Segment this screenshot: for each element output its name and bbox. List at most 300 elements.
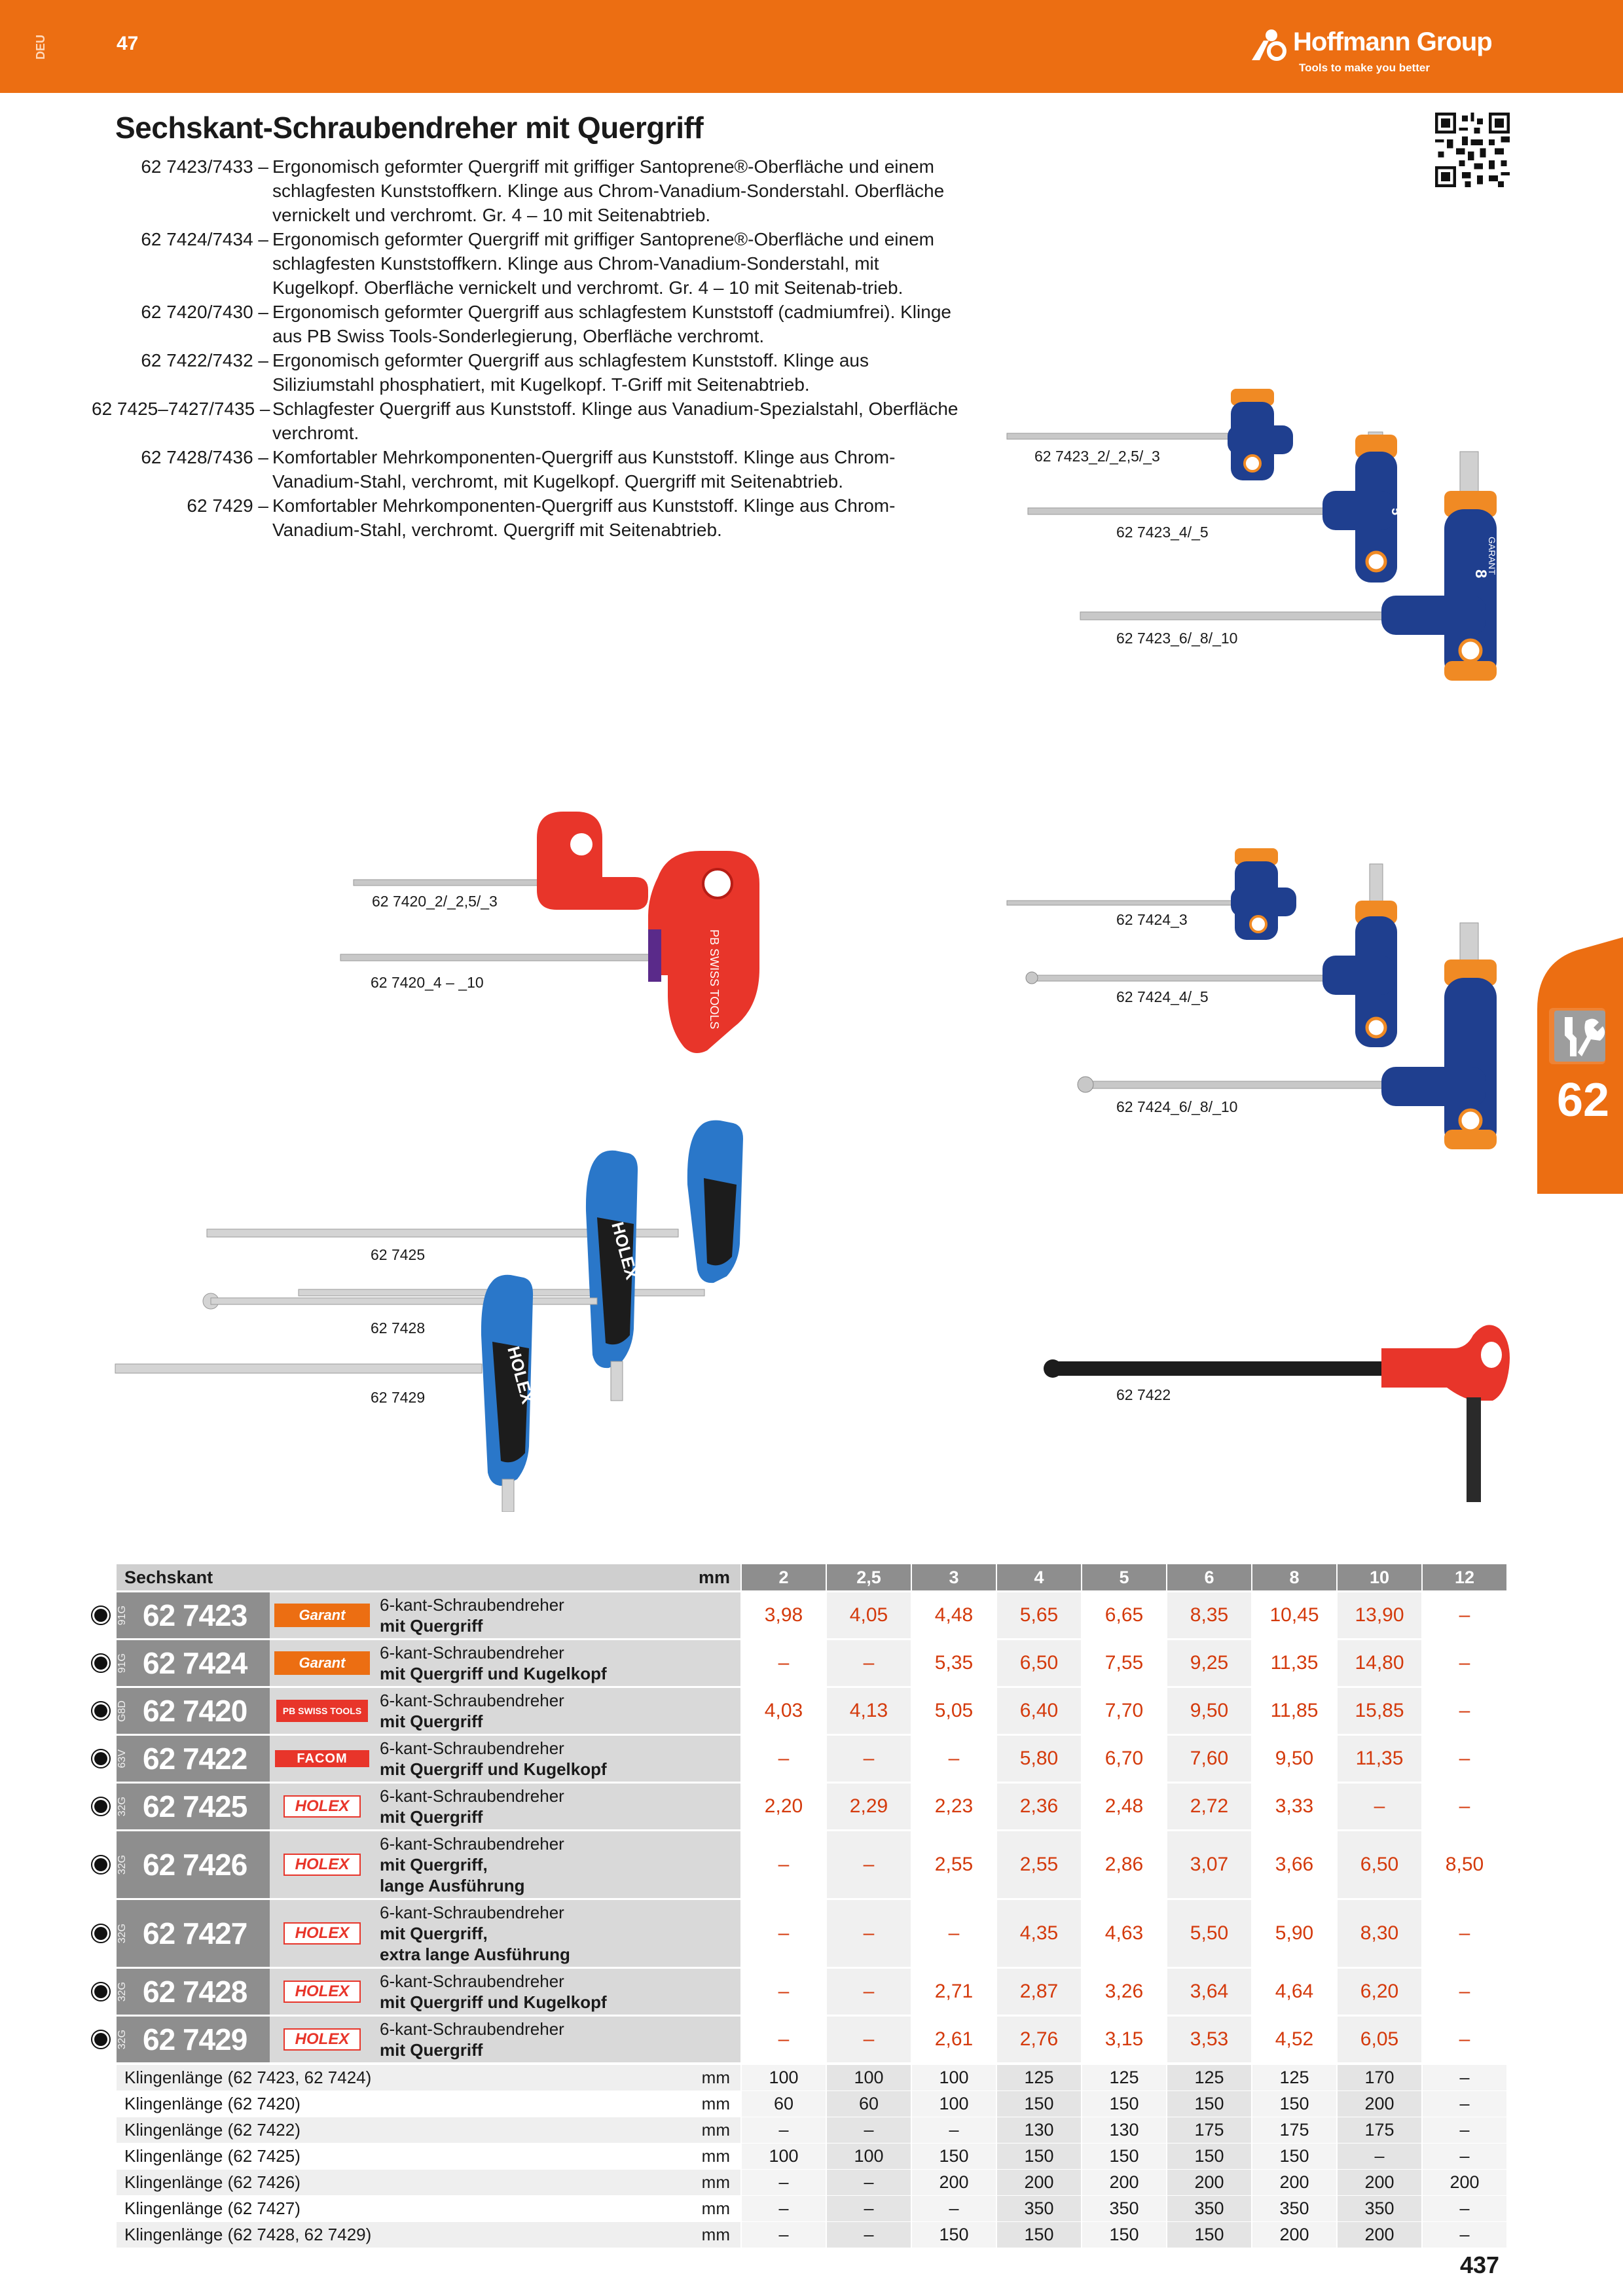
image-label: 62 7423_4/_5 [1116, 524, 1209, 541]
blade-length-cell: 200 [911, 2170, 996, 2195]
blade-length-unit: mm [701, 2094, 730, 2113]
availability-bullet-icon [90, 1854, 111, 1875]
product-description [374, 1736, 740, 1782]
blade-length-row [117, 2169, 1510, 2195]
price-cell[interactable]: 6,50 [1336, 1831, 1421, 1898]
brand-logo-icon [1249, 27, 1291, 62]
price-cell[interactable]: 11,35 [1336, 1736, 1421, 1782]
price-cell[interactable]: – [1421, 1736, 1506, 1782]
image-label: 62 7420_4 – _10 [371, 974, 484, 991]
blade-length-cell: 60 [826, 2091, 911, 2117]
price-cell[interactable]: 3,33 [1251, 1784, 1336, 1829]
price-cell[interactable]: 2,86 [1081, 1831, 1166, 1898]
blade-length-cell: 100 [911, 2091, 996, 2117]
table-row[interactable] [117, 1734, 1510, 1782]
blade-length-row [117, 2064, 1510, 2090]
image-label: 62 7424_4/_5 [1116, 988, 1209, 1005]
holex-logo: HOLEX [283, 1854, 361, 1876]
price-cell[interactable]: 7,70 [1081, 1688, 1166, 1734]
price-cell[interactable]: 2,23 [911, 1784, 996, 1829]
blade-length-cell: 200 [1081, 2170, 1166, 2195]
product-image-627424 [1002, 838, 1519, 1158]
product-code[interactable]: 62 7429 [143, 2022, 247, 2056]
product-code[interactable]: 62 7423 [143, 1598, 247, 1632]
product-group: 32G [117, 1981, 128, 2002]
product-image-holex [111, 1113, 799, 1512]
image-label: 62 7423_6/_8/_10 [1116, 630, 1238, 647]
product-rows [117, 1590, 1510, 2062]
blade-length-cell: 200 [1336, 2222, 1421, 2248]
description-text: Komfortabler Mehrkomponenten-Quergriff aus Kunststoff. Klinge aus Chrom-Vanadium-Stahl, verchromt. Quergriff mit Seitenabtrieb. [272, 495, 896, 540]
price-cell[interactable]: – [740, 1640, 826, 1686]
blade-length-rows [117, 2064, 1510, 2248]
price-cell[interactable]: 2,76 [996, 2017, 1081, 2062]
blade-length-row [117, 2117, 1510, 2143]
description-item [92, 300, 969, 348]
description-text: Komfortabler Mehrkomponenten-Quergriff aus Kunststoff. Klinge aus Chrom-Vanadium-Stahl, verchromt, mit Kugelkopf. Quergriff mit Seitenabtrieb. [272, 447, 896, 492]
price-cell[interactable]: 4,64 [1251, 1969, 1336, 2015]
blade-length-unit: mm [701, 2225, 730, 2244]
product-code-cell [117, 1592, 270, 1638]
blade-length-cell: – [911, 2117, 996, 2143]
blade-length-cell: 100 [826, 2065, 911, 2090]
blade-length-cell: 150 [1166, 2222, 1251, 2248]
blade-length-cell: 100 [911, 2065, 996, 2090]
price-cell[interactable]: 13,90 [1336, 1592, 1421, 1638]
blade-length-cell: 150 [996, 2091, 1081, 2117]
product-code[interactable]: 62 7426 [143, 1848, 247, 1882]
blade-length-cell: 150 [1081, 2222, 1166, 2248]
brand-tagline: Tools to make you better [1299, 62, 1430, 74]
blade-length-cell: 130 [1081, 2117, 1166, 2143]
blade-length-cell: 175 [1166, 2117, 1251, 2143]
handle-size-print: 5 [1389, 508, 1403, 516]
blade-length-cell: 150 [1166, 2144, 1251, 2169]
description-line-3: lange Ausführung [380, 1876, 525, 1895]
holex-logo: HOLEX [283, 1795, 361, 1818]
blade-length-cell: 100 [826, 2144, 911, 2169]
qr-code-icon[interactable] [1435, 113, 1510, 187]
blade-length-row [117, 2090, 1510, 2117]
brand-logo-cell [270, 2017, 374, 2062]
brand-logo-cell [270, 1688, 374, 1734]
description-line-2: mit Quergriff [380, 2040, 483, 2060]
product-description [374, 1969, 740, 2015]
description-line-2: mit Quergriff und Kugelkopf [380, 1992, 607, 2012]
price-cell[interactable]: 2,48 [1081, 1784, 1166, 1829]
price-cell[interactable]: – [826, 1969, 911, 2015]
image-label: 62 7422 [1116, 1386, 1171, 1403]
price-cell[interactable]: – [826, 1640, 911, 1686]
blade-length-label: Klingenlänge (62 7423, 62 7424) [124, 2068, 372, 2087]
blade-length-cell: 200 [1166, 2170, 1251, 2195]
description-line-3: extra lange Ausführung [380, 1945, 570, 1964]
price-cell[interactable]: – [1421, 1969, 1506, 2015]
price-cell[interactable]: 6,40 [996, 1688, 1081, 1734]
size-column: 6 [1166, 1564, 1251, 1590]
blade-length-cell: 130 [996, 2117, 1081, 2143]
price-cell[interactable]: 4,05 [826, 1592, 911, 1638]
price-cell[interactable]: – [1336, 1784, 1421, 1829]
price-cell[interactable]: – [1421, 1900, 1506, 1967]
price-cell[interactable]: 2,20 [740, 1784, 826, 1829]
table-header [117, 1564, 1510, 1590]
price-cell[interactable]: 4,35 [996, 1900, 1081, 1967]
price-cell[interactable]: – [826, 1736, 911, 1782]
blade-length-cell: 350 [996, 2196, 1081, 2221]
blade-length-label: Klingenlänge (62 7427) [124, 2198, 301, 2218]
description-text: Schlagfester Quergriff aus Kunststoff. Klinge aus Vanadium-Spezialstahl, Oberfläche verchromt. [272, 399, 958, 443]
price-cell[interactable]: 7,55 [1081, 1640, 1166, 1686]
handle-size-print-large: 8 [1472, 569, 1489, 579]
price-cell[interactable]: – [911, 1736, 996, 1782]
blade-length-cell: 150 [996, 2222, 1081, 2248]
price-cell[interactable]: 6,70 [1081, 1736, 1166, 1782]
blade-length-cell: – [740, 2117, 826, 2143]
price-cell[interactable]: 3,15 [1081, 2017, 1166, 2062]
product-code[interactable]: 62 7420 [143, 1694, 247, 1728]
blade-length-cell: 350 [1166, 2196, 1251, 2221]
price-cell[interactable]: 4,63 [1081, 1900, 1166, 1967]
brand-logo-cell [270, 1736, 374, 1782]
handle-brand-print: GARANT [1487, 537, 1497, 575]
size-column: 3 [911, 1564, 996, 1590]
blade-length-unit: mm [701, 2068, 730, 2087]
brand-logo-cell [270, 1592, 374, 1638]
size-column: 8 [1251, 1564, 1336, 1590]
blade-length-cell: 175 [1251, 2117, 1336, 2143]
garant-logo: Garant [274, 1651, 370, 1675]
blade-length-cell: – [1421, 2222, 1506, 2248]
chapter-number: 62 [1556, 1074, 1610, 1126]
product-group: 32G [117, 1796, 128, 1817]
availability-bullet-icon [90, 1981, 111, 2002]
blade-length-cell: 125 [1251, 2065, 1336, 2090]
product-code[interactable]: 62 7428 [143, 1975, 247, 2009]
blade-length-cell: 175 [1336, 2117, 1421, 2143]
price-cell[interactable]: 6,20 [1336, 1969, 1421, 2015]
facom-logo: FACOM [275, 1750, 369, 1767]
product-group: 91G [117, 1653, 128, 1674]
price-cell[interactable]: 5,90 [1251, 1900, 1336, 1967]
handle-brand-print: HOLEX [608, 1219, 642, 1282]
blade-length-cell: 100 [740, 2065, 826, 2090]
blade-length-cell: – [1421, 2091, 1506, 2117]
product-group: 32G [117, 1923, 128, 1944]
table-row[interactable] [117, 1638, 1510, 1686]
blade-length-cell: – [826, 2170, 911, 2195]
blade-length-cell: 150 [1166, 2091, 1251, 2117]
size-column: 4 [996, 1564, 1081, 1590]
table-row[interactable] [117, 1898, 1510, 1967]
blade-length-unit: mm [701, 2198, 730, 2218]
price-cell[interactable]: 4,52 [1251, 2017, 1336, 2062]
product-image-627420 [327, 798, 786, 1060]
description-line-1: 6-kant-Schraubendreher [380, 1643, 564, 1662]
blade-length-cell: – [1421, 2117, 1506, 2143]
description-line-1: 6-kant-Schraubendreher [380, 1786, 564, 1806]
price-cell[interactable]: – [826, 2017, 911, 2062]
price-cell[interactable]: – [1421, 1592, 1506, 1638]
blade-length-cell: 170 [1336, 2065, 1421, 2090]
description-line-2: mit Quergriff [380, 1616, 483, 1636]
blade-length-cell: 350 [1251, 2196, 1336, 2221]
holex-logo: HOLEX [283, 1981, 361, 2003]
product-description [374, 1688, 740, 1734]
blade-length-row [117, 2195, 1510, 2221]
description-item [92, 493, 969, 542]
price-cell[interactable]: 11,85 [1251, 1688, 1336, 1734]
price-cell[interactable]: 14,80 [1336, 1640, 1421, 1686]
blade-length-cell: 200 [1421, 2170, 1506, 2195]
description-list [92, 154, 969, 542]
price-cell[interactable]: – [740, 1736, 826, 1782]
price-cell[interactable]: 2,87 [996, 1969, 1081, 2015]
blade-length-cell: 100 [740, 2144, 826, 2169]
brand-logo-cell [270, 1640, 374, 1686]
product-code-cell [117, 1688, 270, 1734]
blade-length-cell: 200 [1336, 2091, 1421, 2117]
price-cell[interactable]: 2,29 [826, 1784, 911, 1829]
description-line-1: 6-kant-Schraubendreher [380, 1691, 564, 1710]
product-code-cell [117, 1969, 270, 2015]
price-cell[interactable]: 3,64 [1166, 1969, 1251, 2015]
page-number: 437 [1460, 2251, 1500, 2278]
description-item [92, 154, 969, 227]
price-cell[interactable]: 3,53 [1166, 2017, 1251, 2062]
price-cell[interactable]: 9,50 [1166, 1688, 1251, 1734]
price-cell[interactable]: 3,98 [740, 1592, 826, 1638]
description-line-1: 6-kant-Schraubendreher [380, 1971, 564, 1991]
blade-length-cell: – [740, 2196, 826, 2221]
price-cell[interactable]: 2,55 [996, 1831, 1081, 1898]
description-line-2: mit Quergriff, [380, 1855, 488, 1874]
description-line-2: mit Quergriff und Kugelkopf [380, 1664, 607, 1683]
table-row[interactable] [117, 2015, 1510, 2062]
product-code[interactable]: 62 7425 [143, 1789, 247, 1823]
product-code-cell [117, 1900, 270, 1967]
price-cell[interactable]: 15,85 [1336, 1688, 1421, 1734]
blade-length-cell: 200 [1251, 2170, 1336, 2195]
blade-length-cell: 350 [1336, 2196, 1421, 2221]
price-cell[interactable]: 5,35 [911, 1640, 996, 1686]
availability-bullet-icon [90, 1653, 111, 1674]
availability-bullet-icon [90, 1748, 111, 1769]
product-description [374, 1900, 740, 1967]
pb-swiss-tools-logo: PB SWISS TOOLS [276, 1700, 368, 1722]
price-cell[interactable]: 5,80 [996, 1736, 1081, 1782]
product-code[interactable]: 62 7424 [143, 1646, 247, 1680]
handle-brand-print: PB SWISS TOOLS [708, 929, 721, 1030]
price-cell[interactable]: – [1421, 1688, 1506, 1734]
price-cell[interactable]: – [1421, 1784, 1506, 1829]
price-cell[interactable]: 5,05 [911, 1688, 996, 1734]
description-line-1: 6-kant-Schraubendreher [380, 1738, 564, 1758]
blade-length-cell: – [740, 2222, 826, 2248]
price-cell[interactable]: 4,13 [826, 1688, 911, 1734]
price-cell[interactable]: 5,65 [996, 1592, 1081, 1638]
price-cell[interactable]: 8,30 [1336, 1900, 1421, 1967]
product-description [374, 2017, 740, 2062]
price-cell[interactable]: 6,50 [996, 1640, 1081, 1686]
table-row[interactable] [117, 1967, 1510, 2015]
description-text: Ergonomisch geformter Quergriff aus schlagfestem Kunststoff (cadmiumfrei). Klinge aus PB Swiss Tools-Sonderlegierung, Oberfläche verchromt. [272, 302, 951, 346]
price-cell[interactable]: 4,48 [911, 1592, 996, 1638]
size-column: 5 [1081, 1564, 1166, 1590]
blade-length-cell: – [1421, 2144, 1506, 2169]
availability-bullet-icon [90, 1605, 111, 1626]
price-cell[interactable]: 3,66 [1251, 1831, 1336, 1898]
blade-length-cell: 150 [911, 2222, 996, 2248]
price-cell[interactable]: – [740, 1969, 826, 2015]
price-cell[interactable]: 2,36 [996, 1784, 1081, 1829]
blade-length-label: Klingenlänge (62 7428, 62 7429) [124, 2225, 372, 2244]
availability-bullet-icon [90, 2029, 111, 2050]
blade-length-row [117, 2143, 1510, 2169]
product-group: 91G [117, 1605, 128, 1626]
price-cell[interactable]: 11,35 [1251, 1640, 1336, 1686]
product-code-cell [117, 1831, 270, 1898]
description-code: 62 7423/7433 – [141, 156, 268, 177]
blade-length-cell: – [1336, 2144, 1421, 2169]
blade-length-label: Klingenlänge (62 7420) [124, 2094, 301, 2113]
price-cell[interactable]: 2,55 [911, 1831, 996, 1898]
blade-length-cell: – [911, 2196, 996, 2221]
blade-length-unit: mm [701, 2172, 730, 2192]
availability-bullet-icon [90, 1796, 111, 1817]
garant-logo: Garant [274, 1604, 370, 1627]
price-cell[interactable]: 5,50 [1166, 1900, 1251, 1967]
description-text: Ergonomisch geformter Quergriff mit griffiger Santoprene®-Oberfläche und einem schlagfesten Kunststoffkern. Klinge aus Chrom-Vanadium-Sonderstahl, mit Kugelkopf. Oberfläche vernickelt und verchromt. Gr. 4 – 10 mit Seitenab-trieb. [272, 229, 934, 298]
price-cell[interactable]: – [740, 2017, 826, 2062]
price-cell[interactable]: 9,25 [1166, 1640, 1251, 1686]
description-line-1: 6-kant-Schraubendreher [380, 1595, 564, 1615]
price-cell[interactable]: 8,35 [1166, 1592, 1251, 1638]
price-cell[interactable]: 7,60 [1166, 1736, 1251, 1782]
table-row[interactable] [117, 1590, 1510, 1638]
page-title: Sechskant-Schraubendreher mit Quergriff [115, 111, 704, 145]
section-code: 47 [117, 33, 139, 54]
brand-logo-cell [270, 1784, 374, 1829]
product-image-627422 [1041, 1316, 1519, 1505]
header-label: Sechskant [124, 1568, 213, 1587]
blade-length-cell: 150 [1081, 2091, 1166, 2117]
description-line-2: mit Quergriff und Kugelkopf [380, 1759, 607, 1779]
price-cell[interactable]: – [826, 1831, 911, 1898]
holex-logo: HOLEX [283, 1922, 361, 1945]
blade-length-label: Klingenlänge (62 7425) [124, 2146, 301, 2166]
blade-length-label: Klingenlänge (62 7422) [124, 2120, 301, 2140]
product-description [374, 1592, 740, 1638]
product-table [117, 1564, 1510, 2248]
price-cell[interactable]: 2,72 [1166, 1784, 1251, 1829]
availability-bullet-icon [90, 1923, 111, 1944]
product-code-cell [117, 2017, 270, 2062]
product-group: 32G [117, 2029, 128, 2050]
blade-length-cell: 125 [996, 2065, 1081, 2090]
blade-length-cell: – [740, 2170, 826, 2195]
price-cell[interactable]: 2,61 [911, 2017, 996, 2062]
image-label: 62 7420_2/_2,5/_3 [372, 893, 498, 910]
image-label: 62 7423_2/_2,5/_3 [1034, 448, 1160, 465]
chapter-tab[interactable] [1537, 937, 1623, 1194]
price-cell[interactable]: 6,65 [1081, 1592, 1166, 1638]
description-line-1: 6-kant-Schraubendreher [380, 1903, 564, 1922]
product-code[interactable]: 62 7427 [143, 1916, 247, 1950]
product-code[interactable]: 62 7422 [143, 1742, 247, 1776]
size-column: 12 [1421, 1564, 1506, 1590]
price-cell[interactable]: 9,50 [1251, 1736, 1336, 1782]
blade-length-cell: 200 [996, 2170, 1081, 2195]
price-cell[interactable]: – [1421, 1640, 1506, 1686]
blade-length-cell: 60 [740, 2091, 826, 2117]
description-code: 62 7422/7432 – [141, 350, 268, 370]
price-cell[interactable]: – [826, 1900, 911, 1967]
blade-length-cell: – [826, 2117, 911, 2143]
table-row[interactable] [117, 1686, 1510, 1734]
price-cell[interactable]: 10,45 [1251, 1592, 1336, 1638]
language-tag: DEU [34, 35, 47, 60]
table-row[interactable] [117, 1782, 1510, 1829]
blade-length-cell: – [1421, 2065, 1506, 2090]
product-code-cell [117, 1784, 270, 1829]
header-unit: mm [698, 1568, 730, 1587]
product-group: 63V [117, 1749, 128, 1768]
price-cell[interactable]: – [1421, 2017, 1506, 2062]
product-code-cell [117, 1736, 270, 1782]
price-cell[interactable]: 8,50 [1421, 1831, 1506, 1898]
blade-length-cell: 125 [1081, 2065, 1166, 2090]
price-cell[interactable]: 3,07 [1166, 1831, 1251, 1898]
description-code: 62 7420/7430 – [141, 302, 268, 322]
description-line-1: 6-kant-Schraubendreher [380, 1834, 564, 1854]
brand-logo-cell [270, 1900, 374, 1967]
description-line-2: mit Quergriff [380, 1712, 483, 1731]
product-code-cell [117, 1640, 270, 1686]
blade-length-cell: 350 [1081, 2196, 1166, 2221]
description-code: 62 7428/7436 – [141, 447, 268, 467]
brand-logo-cell [270, 1969, 374, 2015]
blade-length-cell: 200 [1336, 2170, 1421, 2195]
product-description [374, 1640, 740, 1686]
blade-length-label: Klingenlänge (62 7426) [124, 2172, 301, 2192]
blade-length-row [117, 2221, 1510, 2248]
table-row[interactable] [117, 1829, 1510, 1898]
image-label: 62 7429 [371, 1389, 426, 1406]
size-column: 2 [740, 1564, 826, 1590]
description-code: 62 7424/7434 – [141, 229, 268, 249]
price-cell[interactable]: – [740, 1900, 826, 1967]
description-code: 62 7425–7427/7435 – [92, 399, 270, 419]
product-description [374, 1784, 740, 1829]
price-cell[interactable]: 6,05 [1336, 2017, 1421, 2062]
price-cell[interactable]: – [911, 1900, 996, 1967]
description-text: Ergonomisch geformter Quergriff aus schlagfestem Kunststoff. Klinge aus Siliziumstahl phosphatiert, mit Kugelkopf. T-Griff mit Seitenabtrieb. [272, 350, 869, 395]
product-group: G8D [117, 1700, 128, 1722]
product-description [374, 1831, 740, 1898]
brand-name: Hoffmann Group [1293, 27, 1492, 56]
holex-logo: HOLEX [283, 2028, 361, 2051]
brand-logo-cell [270, 1831, 374, 1898]
price-cell[interactable]: 3,26 [1081, 1969, 1166, 2015]
blade-length-cell: 200 [1251, 2222, 1336, 2248]
price-cell[interactable]: – [740, 1831, 826, 1898]
image-label: 62 7428 [371, 1319, 426, 1336]
price-cell[interactable]: 2,71 [911, 1969, 996, 2015]
description-line-1: 6-kant-Schraubendreher [380, 2019, 564, 2039]
price-cell[interactable]: 4,03 [740, 1688, 826, 1734]
image-label: 62 7424_6/_8/_10 [1116, 1098, 1238, 1115]
